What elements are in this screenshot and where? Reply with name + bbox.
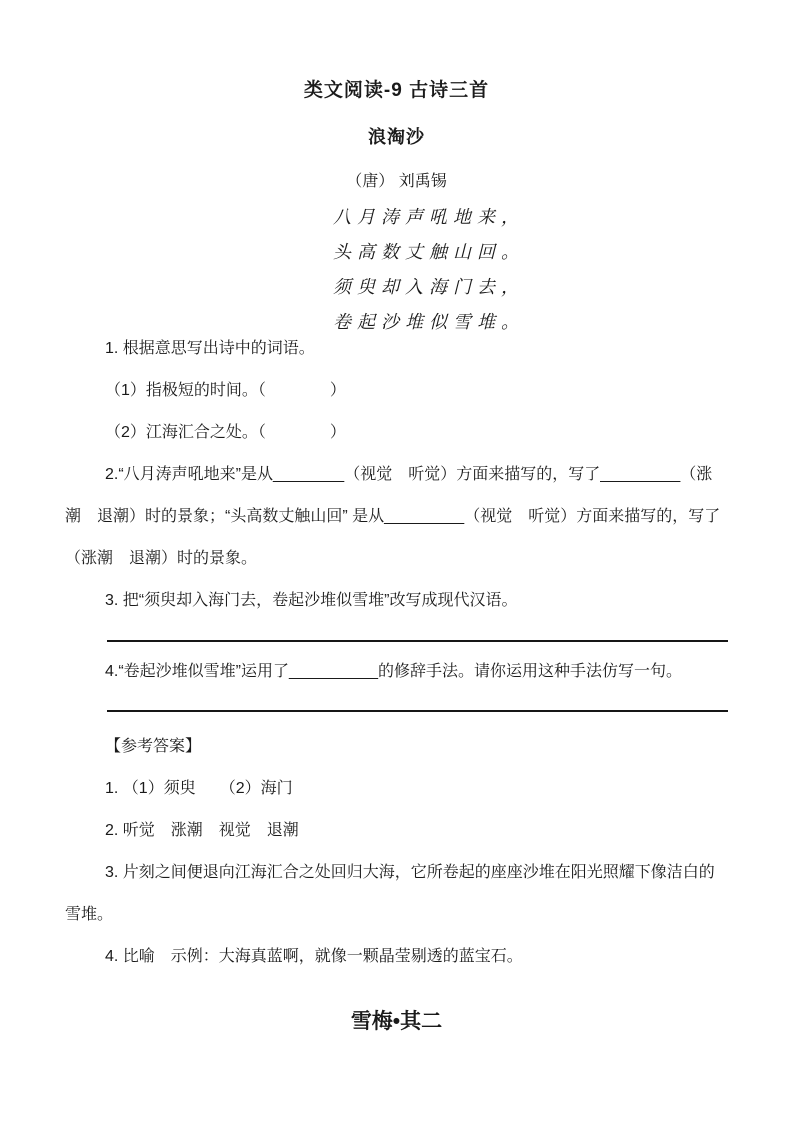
poem-line-3: 须臾却入海门去， — [333, 277, 525, 298]
question-3: 3. 把“须臾却入海门去，卷起沙堆似雪堆”改写成现代汉语。 — [105, 592, 518, 609]
reference-answers-heading: 【参考答案】 — [105, 738, 202, 755]
question-4: 4.“卷起沙堆似雪堆”运用了__________的修辞手法。请你运用这种手法仿写一句。 — [105, 663, 682, 680]
answer-3: 3. 片刻之间便退向江海汇合之处回归大海，它所卷起的座座沙堆在阳光照耀下像洁白的雪堆。 — [65, 864, 715, 923]
answer-writing-line-1 — [107, 640, 728, 642]
poem-line-1: 八月涛声吼地来， — [333, 207, 525, 228]
poem-body — [333, 200, 728, 340]
poem-line-2: 头高数丈触山回。 — [333, 242, 525, 263]
answer-4: 4. 比喻 示例：大海真蓝啊，就像一颗晶莹剔透的蓝宝石。 — [105, 948, 523, 965]
question-1-item-1: （1）指极短的时间。（ ） — [105, 382, 346, 399]
next-section-title: 雪梅•其二 — [350, 1010, 443, 1033]
question-2: 2.“八月涛声吼地来”是从________（视觉 听觉）方面来描写的，写了_________（涨潮 退潮）时的景象；“头高数丈触山回” 是从_________（视觉 听觉）方面来描写的，写了（涨潮 退潮）时的景象。 — [65, 466, 721, 567]
question-1-item-2: （2）江海汇合之处。（ ） — [105, 424, 346, 441]
poem-title: 浪淘沙 — [368, 127, 425, 147]
page-title: 类文阅读-9 古诗三首 — [303, 80, 490, 101]
poem-author: （唐） 刘禹锡 — [346, 173, 447, 190]
answer-2: 2. 听觉 涨潮 视觉 退潮 — [105, 822, 299, 839]
question-1: 1. 根据意思写出诗中的词语。 — [105, 340, 315, 357]
poem-line-4: 卷起沙堆似雪堆。 — [333, 312, 525, 333]
answer-1: 1. （1）须臾 （2）海门 — [105, 780, 293, 797]
answer-writing-line-2 — [107, 710, 728, 712]
